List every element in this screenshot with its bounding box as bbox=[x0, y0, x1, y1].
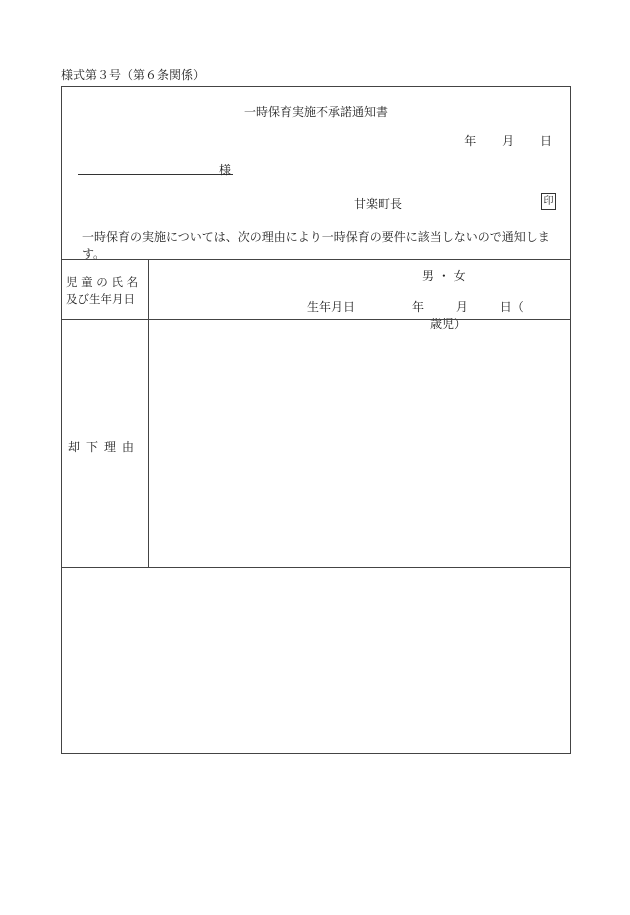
dob-month: 月 bbox=[455, 300, 468, 314]
child-name-dob-label bbox=[66, 274, 138, 308]
dob-fields bbox=[412, 298, 570, 332]
date-month: 月 bbox=[502, 134, 515, 148]
notice-form bbox=[61, 86, 571, 754]
divider-middle bbox=[62, 319, 570, 320]
document-title: 一時保育実施不承諾通知書 bbox=[243, 105, 388, 119]
notice-text: 一時保育の実施については、次の理由により一時保育の要件に該当しないので通知します。 bbox=[82, 230, 550, 261]
column-divider bbox=[148, 259, 149, 567]
divider-top bbox=[62, 259, 570, 260]
child-label-line2: 及び生年月日 bbox=[66, 292, 135, 306]
dob-year: 年 bbox=[412, 300, 425, 314]
issue-date bbox=[442, 132, 552, 149]
dob-label: 生年月日 bbox=[307, 300, 356, 314]
date-year: 年 bbox=[464, 134, 477, 148]
addressee-suffix: 様 bbox=[219, 163, 232, 177]
child-label-line1: 児 童 の 氏 名 bbox=[66, 275, 139, 289]
date-day: 日 bbox=[539, 134, 552, 148]
addressee-field[interactable] bbox=[78, 174, 233, 175]
seal-mark: 印 bbox=[541, 193, 556, 210]
gender-options: 男 ・ 女 bbox=[422, 269, 466, 283]
age-suffix: 歳児） bbox=[430, 317, 467, 331]
dob-day: 日（ bbox=[499, 300, 524, 314]
issuer-name: 甘楽町長 bbox=[354, 197, 403, 211]
form-number: 様式第３号（第６条関係） bbox=[61, 68, 206, 82]
rejection-reason-label: 却下理由 bbox=[68, 440, 141, 454]
divider-bottom bbox=[62, 567, 570, 568]
